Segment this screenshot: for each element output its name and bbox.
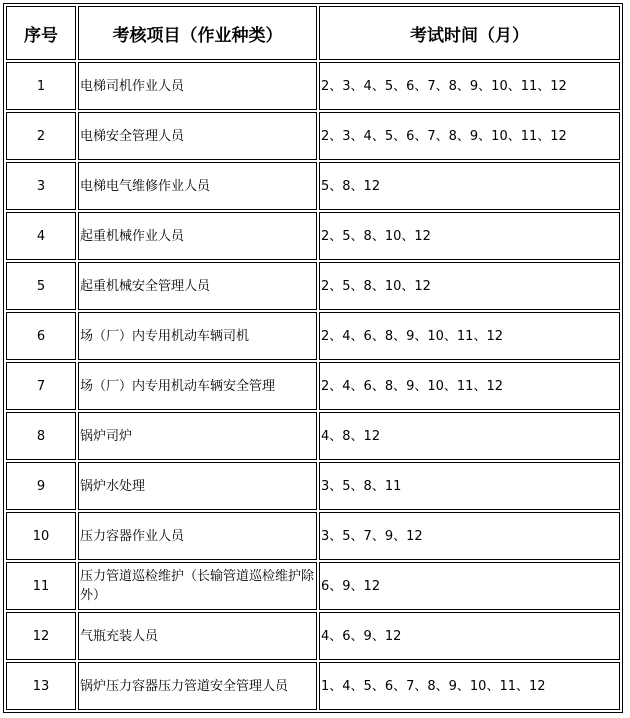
row-exam-item: 电梯司机作业人员 — [78, 62, 317, 110]
row-serial-number: 11 — [6, 562, 76, 610]
header-row — [6, 6, 620, 60]
table-row — [6, 112, 620, 160]
row-exam-months: 2、5、8、10、12 — [319, 212, 620, 260]
row-serial-number: 2 — [6, 112, 76, 160]
row-exam-item: 压力管道巡检维护（长输管道巡检维护除外） — [78, 562, 317, 610]
table-row — [6, 162, 620, 210]
row-exam-months: 4、8、12 — [319, 412, 620, 460]
table-row — [6, 262, 620, 310]
row-serial-number: 6 — [6, 312, 76, 360]
row-exam-months: 5、8、12 — [319, 162, 620, 210]
row-exam-months: 2、3、4、5、6、7、8、9、10、11、12 — [319, 112, 620, 160]
table-row — [6, 312, 620, 360]
row-exam-months: 6、9、12 — [319, 562, 620, 610]
table-row — [6, 462, 620, 510]
row-exam-months: 4、6、9、12 — [319, 612, 620, 660]
row-exam-months: 2、5、8、10、12 — [319, 262, 620, 310]
table-row — [6, 562, 620, 610]
row-exam-item: 场（厂）内专用机动车辆安全管理 — [78, 362, 317, 410]
row-exam-months: 2、4、6、8、9、10、11、12 — [319, 312, 620, 360]
table-row — [6, 412, 620, 460]
row-serial-number: 10 — [6, 512, 76, 560]
row-exam-item: 起重机械安全管理人员 — [78, 262, 317, 310]
row-serial-number: 7 — [6, 362, 76, 410]
table-row — [6, 62, 620, 110]
row-exam-item: 气瓶充装人员 — [78, 612, 317, 660]
row-exam-item: 锅炉司炉 — [78, 412, 317, 460]
table-row — [6, 512, 620, 560]
row-exam-item: 起重机械作业人员 — [78, 212, 317, 260]
row-serial-number: 13 — [6, 662, 76, 710]
exam-schedule-table — [3, 3, 623, 713]
row-exam-item: 压力容器作业人员 — [78, 512, 317, 560]
row-serial-number: 12 — [6, 612, 76, 660]
row-exam-item: 锅炉水处理 — [78, 462, 317, 510]
table-row — [6, 662, 620, 710]
row-exam-months: 3、5、7、9、12 — [319, 512, 620, 560]
row-serial-number: 1 — [6, 62, 76, 110]
row-serial-number: 8 — [6, 412, 76, 460]
row-exam-months: 2、3、4、5、6、7、8、9、10、11、12 — [319, 62, 620, 110]
row-exam-months: 2、4、6、8、9、10、11、12 — [319, 362, 620, 410]
row-exam-item: 电梯电气维修作业人员 — [78, 162, 317, 210]
row-serial-number: 4 — [6, 212, 76, 260]
row-exam-months: 3、5、8、11 — [319, 462, 620, 510]
row-serial-number: 3 — [6, 162, 76, 210]
header-serial-number: 序号 — [6, 6, 76, 60]
row-serial-number: 5 — [6, 262, 76, 310]
table-row — [6, 612, 620, 660]
row-exam-item: 场（厂）内专用机动车辆司机 — [78, 312, 317, 360]
row-exam-months: 1、4、5、6、7、8、9、10、11、12 — [319, 662, 620, 710]
table-row — [6, 212, 620, 260]
row-serial-number: 9 — [6, 462, 76, 510]
row-exam-item: 电梯安全管理人员 — [78, 112, 317, 160]
header-exam-item: 考核项目（作业种类） — [78, 6, 317, 60]
table-row — [6, 362, 620, 410]
row-exam-item: 锅炉压力容器压力管道安全管理人员 — [78, 662, 317, 710]
header-exam-months: 考试时间（月） — [319, 6, 620, 60]
